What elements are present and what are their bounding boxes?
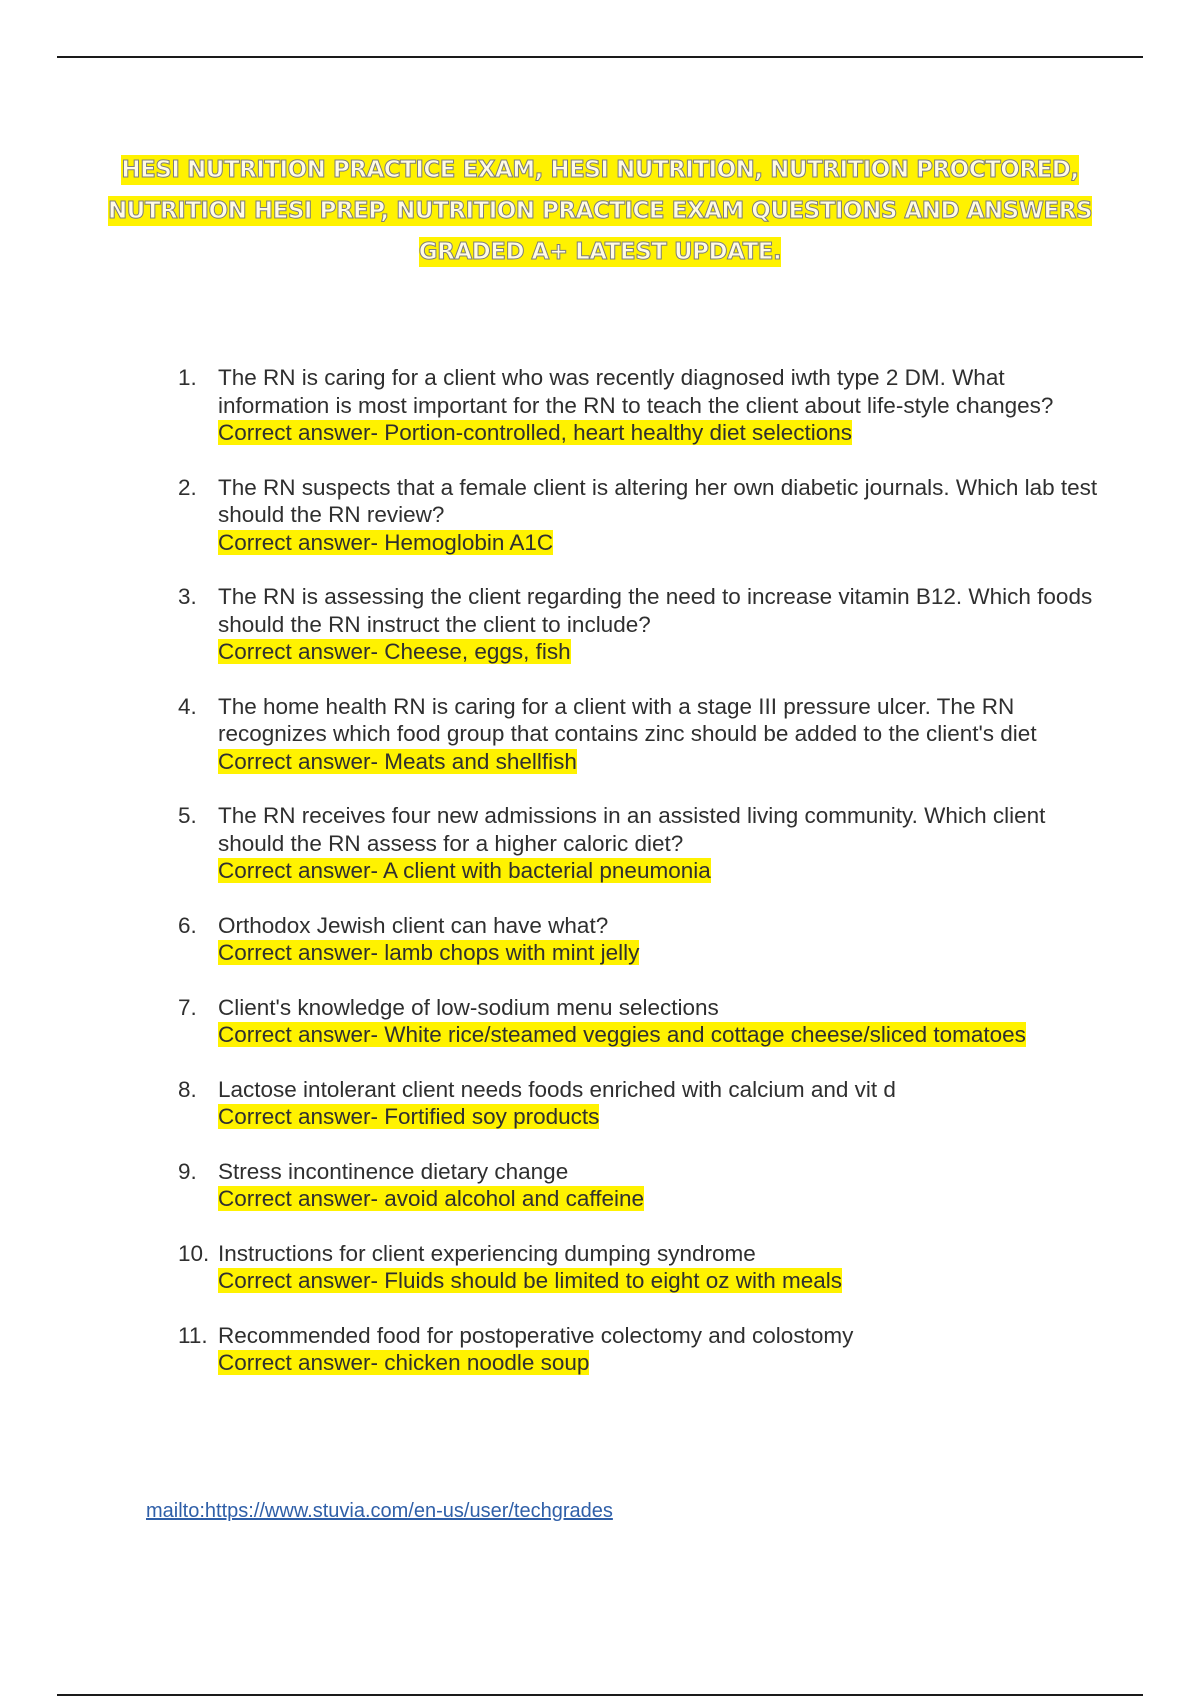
- answer-line: [218, 419, 1098, 447]
- title-line-1: HESI NUTRITION PRACTICE EXAM, HESI NUTRITION, NUTRITION PROCTORED,: [121, 157, 1079, 183]
- question-number: 6.: [178, 912, 197, 938]
- answer-line: [218, 1103, 1098, 1131]
- question-text: Client's knowledge of low-sodium menu selections: [218, 994, 719, 1020]
- document-title: [90, 150, 1110, 273]
- question-text: Lactose intolerant client needs foods enriched with calcium and vit d: [218, 1076, 896, 1102]
- answer-line: [218, 638, 1098, 666]
- correct-answer: Correct answer- Portion-controlled, heart healthy diet selections: [218, 420, 853, 445]
- question-item: [178, 1322, 1098, 1377]
- bottom-divider: [57, 1694, 1143, 1696]
- question-text: The RN receives four new admissions in an assisted living community. Which client should the RN assess for a higher caloric diet?: [218, 803, 1046, 856]
- question-item: [178, 912, 1098, 967]
- answer-line: [218, 1021, 1098, 1049]
- correct-answer: Correct answer- Cheese, eggs, fish: [218, 639, 571, 664]
- answer-line: [218, 1349, 1098, 1377]
- question-number: 9.: [178, 1158, 197, 1184]
- question-text: The RN is caring for a client who was recently diagnosed iwth type 2 DM. What information is most important for the RN to teach the client about life-style changes?: [218, 365, 1054, 418]
- correct-answer: Correct answer- White rice/steamed veggies and cottage cheese/sliced tomatoes: [218, 1022, 1026, 1047]
- question-item: [178, 364, 1098, 447]
- question-item: [178, 583, 1098, 666]
- question-number: 4.: [178, 693, 197, 719]
- answer-line: [218, 748, 1098, 776]
- question-number: 2.: [178, 474, 197, 500]
- question-item: [178, 693, 1098, 776]
- question-item: [178, 1158, 1098, 1213]
- correct-answer: Correct answer- lamb chops with mint jelly: [218, 940, 640, 965]
- footer-link[interactable]: mailto:https://www.stuvia.com/en-us/user/techgrades: [146, 1500, 613, 1522]
- answer-line: [218, 939, 1098, 967]
- question-text: Instructions for client experiencing dumping syndrome: [218, 1240, 756, 1266]
- question-item: [178, 1076, 1098, 1131]
- question-item: [178, 474, 1098, 557]
- question-number: 10.: [178, 1240, 210, 1266]
- question-text: The RN is assessing the client regarding the need to increase vitamin B12. Which foods should the RN instruct the client to include?: [218, 584, 1093, 637]
- question-number: 8.: [178, 1076, 197, 1102]
- question-number: 5.: [178, 803, 197, 828]
- question-text: The home health RN is caring for a client with a stage III pressure ulcer. The RN recognizes which food group that contains zinc should be added to the client's diet: [218, 693, 1037, 746]
- correct-answer: Correct answer- A client with bacterial pneumonia: [218, 858, 711, 883]
- top-divider: [57, 56, 1143, 58]
- correct-answer: Correct answer- Meats and shellfish: [218, 748, 577, 774]
- question-item: [178, 994, 1098, 1049]
- question-text: Orthodox Jewish client can have what?: [218, 912, 609, 938]
- question-number: 11.: [178, 1322, 208, 1348]
- question-number: 7.: [178, 994, 197, 1020]
- question-list: [178, 364, 1098, 1404]
- question-text: Recommended food for postoperative colectomy and colostomy: [218, 1322, 854, 1348]
- question-text: Stress incontinence dietary change: [218, 1158, 569, 1184]
- question-number: 1.: [178, 365, 197, 390]
- answer-line: [218, 529, 1098, 557]
- correct-answer: Correct answer- Hemoglobin A1C: [218, 529, 554, 555]
- question-text: The RN suspects that a female client is altering her own diabetic journals. Which lab test should the RN review?: [218, 474, 1098, 527]
- correct-answer: Correct answer- Fluids should be limited to eight oz with meals: [218, 1268, 843, 1293]
- answer-line: [218, 1267, 1098, 1295]
- answer-line: [218, 1185, 1098, 1213]
- correct-answer: Correct answer- avoid alcohol and caffeine: [218, 1186, 645, 1211]
- question-item: [178, 1240, 1098, 1295]
- title-line-3: GRADED A+ LATEST UPDATE.: [418, 239, 782, 265]
- question-number: 3.: [178, 584, 197, 609]
- question-item: [178, 802, 1098, 885]
- correct-answer: Correct answer- chicken noodle soup: [218, 1350, 590, 1375]
- answer-line: [218, 857, 1098, 885]
- correct-answer: Correct answer- Fortified soy products: [218, 1104, 600, 1129]
- title-line-2: NUTRITION HESI PREP, NUTRITION PRACTICE EXAM QUESTIONS AND ANSWERS: [107, 198, 1093, 224]
